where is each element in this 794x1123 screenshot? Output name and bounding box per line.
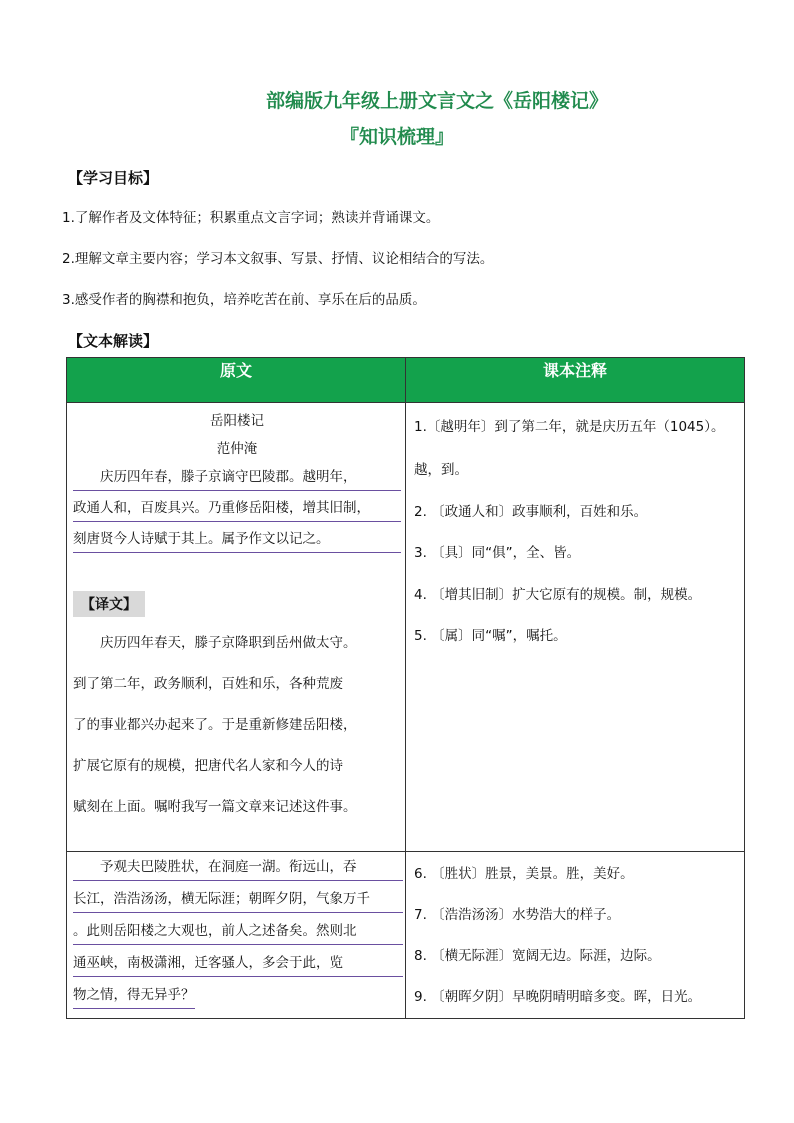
goal-item: 1.了解作者及文体特征；积累重点文言字词；熟读并背诵课文。 — [62, 210, 440, 226]
document-subtitle: 『知识梳理』 — [339, 126, 454, 148]
translation-line: 扩展它原有的规模，把唐代名人家和今人的诗 — [73, 758, 343, 774]
note-item: 9. 〔朝晖夕阴〕早晚阴晴明暗多变。晖，日光。 — [414, 989, 702, 1005]
header-notes: 课本注释 — [406, 358, 745, 403]
header-original: 原文 — [67, 358, 406, 403]
piece-title: 岳阳楼记 — [210, 413, 264, 429]
translation-label: 【译文】 — [73, 591, 145, 617]
note-item: 3. 〔具〕同“俱”，全、皆。 — [414, 545, 581, 561]
note-item: 2. 〔政通人和〕政事顺利，百姓和乐。 — [414, 504, 648, 520]
note-item: 8. 〔横无际涯〕宽阔无边。际涯，边际。 — [414, 948, 661, 964]
original-line: 物之情，得无异乎？ — [73, 977, 195, 1009]
translation-line: 庆历四年春天，滕子京降职到岳州做太守。 — [73, 635, 357, 651]
original-line: 政通人和，百废具兴。乃重修岳阳楼，增其旧制， — [73, 491, 401, 522]
original-line: 予观夫巴陵胜状，在洞庭一湖。衔远山，吞 — [73, 854, 403, 881]
translation-line: 了的事业都兴办起来了。于是重新修建岳阳楼， — [73, 717, 357, 733]
original-line: 刻唐贤今人诗赋于其上。属予作文以记之。 — [73, 522, 401, 553]
note-item: 4. 〔增其旧制〕扩大它原有的规模。制，规模。 — [414, 587, 702, 603]
original-line: 。此则岳阳楼之大观也，前人之述备矣。然则北 — [73, 913, 403, 945]
goal-item: 3.感受作者的胸襟和抱负，培养吃苦在前、享乐在后的品质。 — [62, 292, 426, 308]
document-title: 部编版九年级上册文言文之《岳阳楼记》 — [265, 90, 608, 112]
original-line: 长江，浩浩汤汤，横无际涯；朝晖夕阴，气象万千 — [73, 881, 403, 913]
note-item: 越，到。 — [414, 462, 468, 478]
original-line: 通巫峡，南极潇湘，迁客骚人，多会于此，览 — [73, 945, 403, 977]
translation-line: 赋刻在上面。嘱咐我写一篇文章来记述这件事。 — [73, 799, 357, 815]
note-item: 7. 〔浩浩汤汤〕水势浩大的样子。 — [414, 907, 621, 923]
goal-item: 2.理解文章主要内容；学习本文叙事、写景、抒情、议论相结合的写法。 — [62, 251, 494, 267]
goals-heading: 【学习目标】 — [68, 169, 159, 187]
translation-line: 到了第二年，政务顺利，百姓和乐，各种荒废 — [73, 676, 343, 692]
author: 范仲淹 — [216, 441, 258, 457]
reading-heading: 【文本解读】 — [68, 332, 159, 350]
note-item: 1.〔越明年〕到了第二年，就是庆历五年（1045）。 — [414, 419, 725, 435]
text-table — [66, 357, 745, 1019]
original-line: 庆历四年春，滕子京谪守巴陵郡。越明年， — [73, 465, 401, 491]
note-item: 5. 〔属〕同“嘱”，嘱托。 — [414, 628, 567, 644]
note-item: 6. 〔胜状〕胜景，美景。胜，美好。 — [414, 866, 634, 882]
